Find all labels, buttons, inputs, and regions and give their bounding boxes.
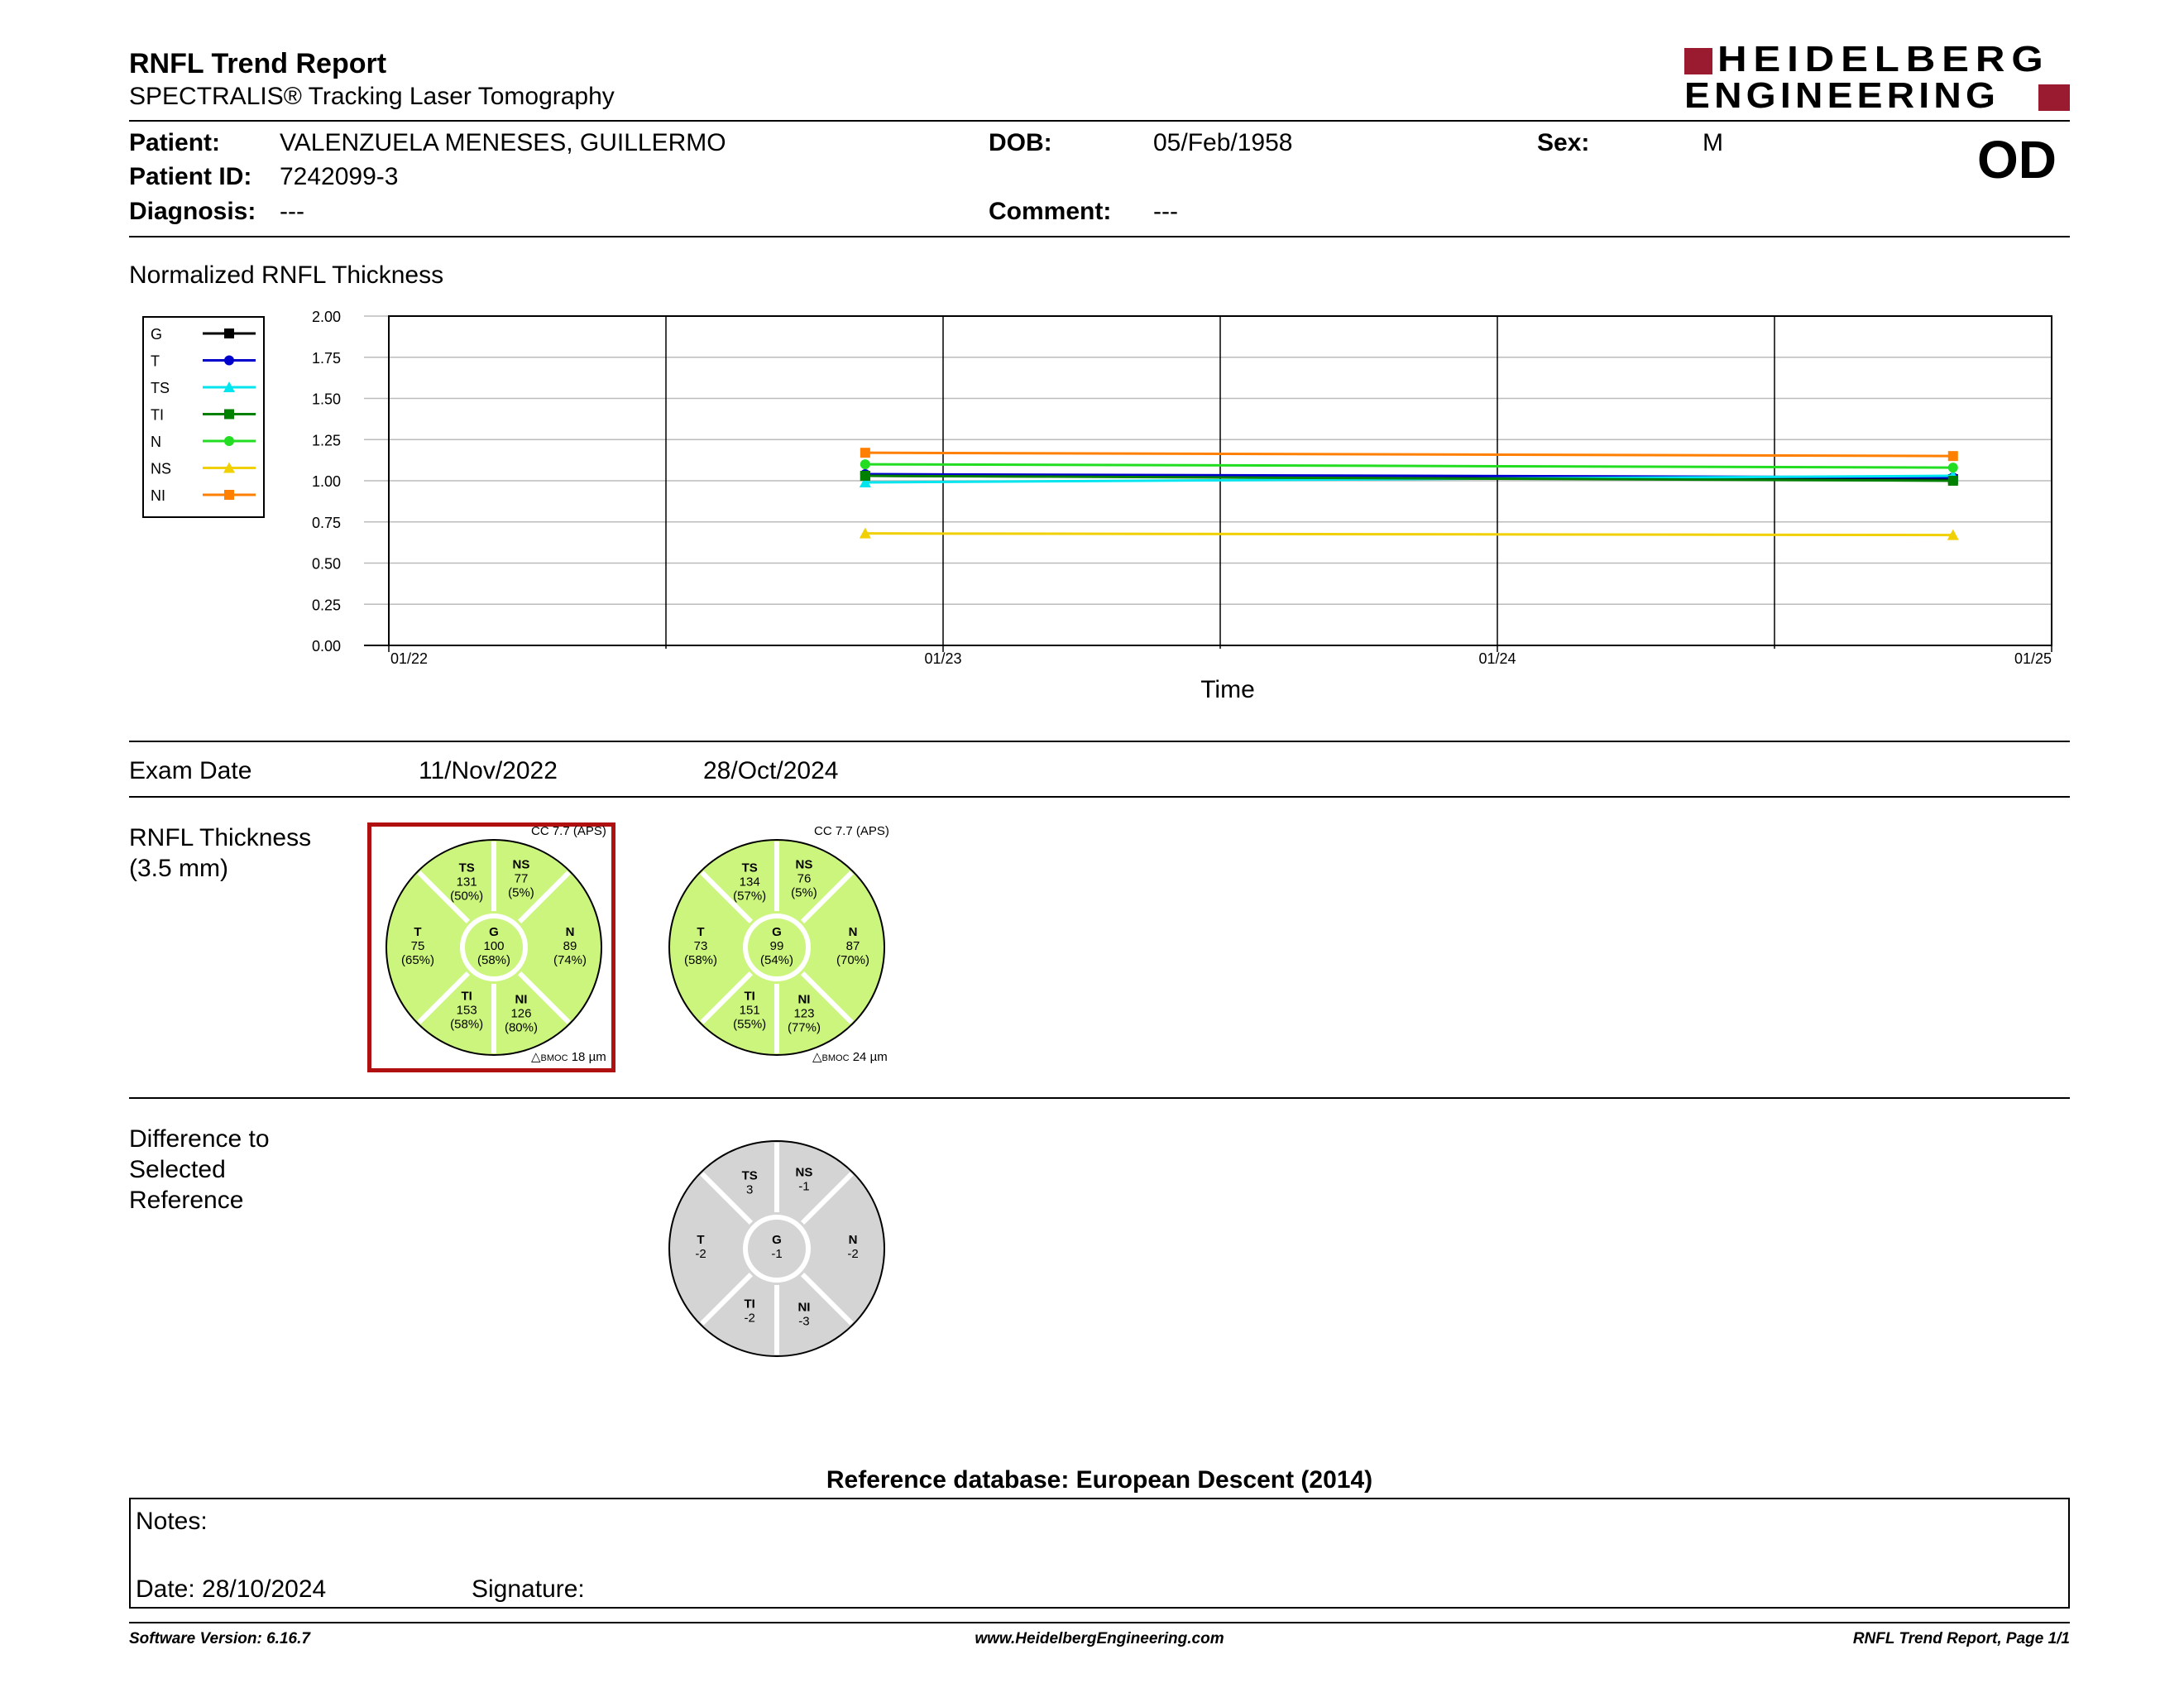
trend-chart [129,298,2070,712]
sector-value-ns: 77 [514,871,529,886]
sector-percentile-ts: (50%) [450,889,484,904]
delta-icon: △ [812,1050,822,1064]
sector-label-ts: TS [458,861,475,875]
bmo-label-1: △BMOC 18 µm [531,1050,606,1064]
page-indicator: RNFL Trend Report, Page 1/1 [1852,1630,2070,1647]
legend-label: N [151,434,161,450]
patient-divider [129,236,2070,237]
sector-label-ti: TI [744,1297,755,1312]
sector-label-t: T [697,1233,705,1247]
sector-value-ni: 123 [793,1006,815,1021]
chart-divider [129,741,2070,742]
sector-label-ni: NI [797,1300,811,1315]
sex-value: M [1703,129,1723,156]
sector-label-ns: NS [795,857,813,872]
notes-date: Date: 28/10/2024 [136,1575,327,1603]
series-line-n [865,464,1953,468]
difference-label-3: Reference [129,1187,244,1214]
patient-id-label: Patient ID: [129,163,252,190]
sector-label-ti: TI [744,989,755,1004]
series-point [224,410,234,420]
rnfl-sector-circle-1[interactable] [382,836,606,1059]
diagnosis-value: --- [280,198,304,225]
y-tick-label: 2.00 [311,309,341,325]
sector-percentile-n: (70%) [836,953,870,967]
y-tick-label: 1.75 [311,349,341,367]
sector-value-ns: -1 [798,1179,810,1194]
sector-label-ti: TI [461,989,472,1004]
series-point [860,459,870,469]
difference-sector-circle[interactable] [665,1137,888,1360]
sex-label: Sex: [1537,129,1590,156]
rnfl-sector-circle-2[interactable] [665,836,888,1059]
legend-label: TI [151,406,164,424]
sector-label-t: T [414,925,422,939]
chart-section-title: Normalized RNFL Thickness [129,261,444,289]
series-point [1948,463,1958,472]
sector-label-n: N [565,925,575,939]
sector-label-n: N [848,1233,858,1247]
series-point [224,490,234,500]
exam-date-2[interactable]: 28/Oct/2024 [703,757,839,784]
dob-value: 05/Feb/1958 [1153,129,1293,156]
sector-percentile-t: (58%) [683,953,718,967]
sector-percentile-n: (74%) [553,953,587,967]
patient-id: 7242099-3 [280,163,399,190]
sector-percentile-ti: (55%) [733,1017,767,1032]
reference-database: Reference database: European Descent (2014) [826,1466,1373,1494]
comment-value: --- [1153,198,1178,225]
sector-percentile-ni: (80%) [504,1020,538,1035]
sector-percentile-g: (58%) [477,953,511,967]
sector-value-ni: -3 [798,1314,810,1329]
sector-percentile-ts: (57%) [733,889,767,904]
series-point [224,356,234,366]
sector-value-g: -1 [771,1247,783,1261]
sector-value-g: 99 [769,939,784,953]
signature-label: Signature: [472,1575,585,1603]
cc-label-1: CC 7.7 (APS) [531,824,606,838]
chart-x-axis-label: Time [1200,676,1255,703]
sector-label-ni: NI [797,992,811,1007]
eye-indicator: OD [1977,130,2057,189]
sector-label-ts: TS [741,1168,758,1183]
legend-label: TS [151,380,170,396]
website-link[interactable]: www.HeidelbergEngineering.com [975,1630,1224,1647]
dob-label: DOB: [989,129,1052,156]
footer-divider [129,1622,2070,1623]
sector-label-ts: TS [741,861,758,875]
sector-label-g: G [772,1233,782,1247]
sector-value-t: 75 [410,939,425,953]
patient-name: VALENZUELA MENESES, GUILLERMO [280,129,726,156]
sector-label-ni: NI [515,992,528,1007]
sector-value-ti: -2 [744,1311,755,1326]
heidelberg-logo: HEIDELBERG ENGINEERING [1684,45,2070,117]
sector-value-ti: 151 [739,1003,760,1018]
comment-label: Comment: [989,198,1112,225]
sector-value-ts: 131 [456,875,477,890]
rnfl-thickness-label: RNFL Thickness [129,824,312,851]
y-tick-label: 1.25 [311,432,341,449]
y-tick-label: 1.50 [311,391,341,408]
report-subtitle: SPECTRALIS® Tracking Laser Tomography [129,83,615,110]
sector-label-ns: NS [795,1165,813,1180]
x-tick-label: 01/25 [2014,650,2052,667]
y-tick-label: 1.00 [311,473,341,490]
notes-box[interactable] [129,1498,2070,1609]
software-version: Software Version: 6.16.7 [129,1630,310,1647]
series-line-ns [865,534,1953,535]
rnfl-thickness-sublabel: (3.5 mm) [129,855,228,882]
exam-divider [129,796,2070,798]
sector-percentile-ti: (58%) [450,1017,484,1032]
series-line-ni [865,453,1953,456]
sector-value-g: 100 [483,939,505,953]
sector-label-ns: NS [512,857,530,872]
x-tick-label: 01/23 [924,650,962,667]
x-tick-label: 01/24 [1478,650,1516,667]
exam-date-1[interactable]: 11/Nov/2022 [419,757,558,784]
delta-icon: △ [531,1050,541,1064]
series-point [224,328,234,338]
sector-label-g: G [489,925,499,939]
bmo-label-2: △BMOC 24 µm [812,1050,888,1064]
sector-value-ts: 3 [746,1182,754,1197]
series-point [860,448,870,458]
series-point [224,436,234,446]
sector-value-t: -2 [695,1247,706,1261]
cc-label-2: CC 7.7 (APS) [814,824,889,838]
y-tick-label: 0.25 [311,597,341,614]
sector-percentile-ns: (5%) [791,885,817,900]
notes-label: Notes: [136,1508,208,1535]
thickness-divider [129,1097,2070,1099]
sector-percentile-t: (65%) [400,953,435,967]
sector-label-n: N [848,925,858,939]
series-point [1948,476,1958,486]
y-tick-label: 0.50 [311,555,341,573]
sector-value-n: 87 [845,939,860,953]
legend-label: NI [151,487,165,504]
diagnosis-label: Diagnosis: [129,198,256,225]
legend-label: G [151,326,163,343]
sector-label-g: G [772,925,782,939]
sector-percentile-ns: (5%) [508,885,534,900]
sector-value-ns: 76 [797,871,812,886]
series-point [860,471,870,481]
sector-label-t: T [697,925,705,939]
difference-label-1: Difference to [129,1125,270,1153]
sector-value-ni: 126 [510,1006,532,1021]
difference-label-2: Selected [129,1156,226,1183]
patient-label: Patient: [129,129,221,156]
sector-value-n: 89 [563,939,577,953]
y-tick-label: 0.75 [311,514,341,531]
sector-value-t: 73 [693,939,708,953]
exam-date-label: Exam Date [129,757,252,784]
legend-label: NS [151,460,172,477]
sector-percentile-ni: (77%) [787,1020,821,1035]
y-tick-label: 0.00 [311,638,341,655]
sector-percentile-g: (54%) [759,953,794,967]
sector-value-ts: 134 [739,875,760,890]
legend-label: T [151,352,160,370]
report-title: RNFL Trend Report [129,48,387,79]
header-divider [129,120,2070,122]
x-tick-label: 01/22 [390,650,429,667]
sector-value-n: -2 [847,1247,859,1261]
sector-value-ti: 153 [456,1003,477,1018]
series-point [1948,451,1958,461]
